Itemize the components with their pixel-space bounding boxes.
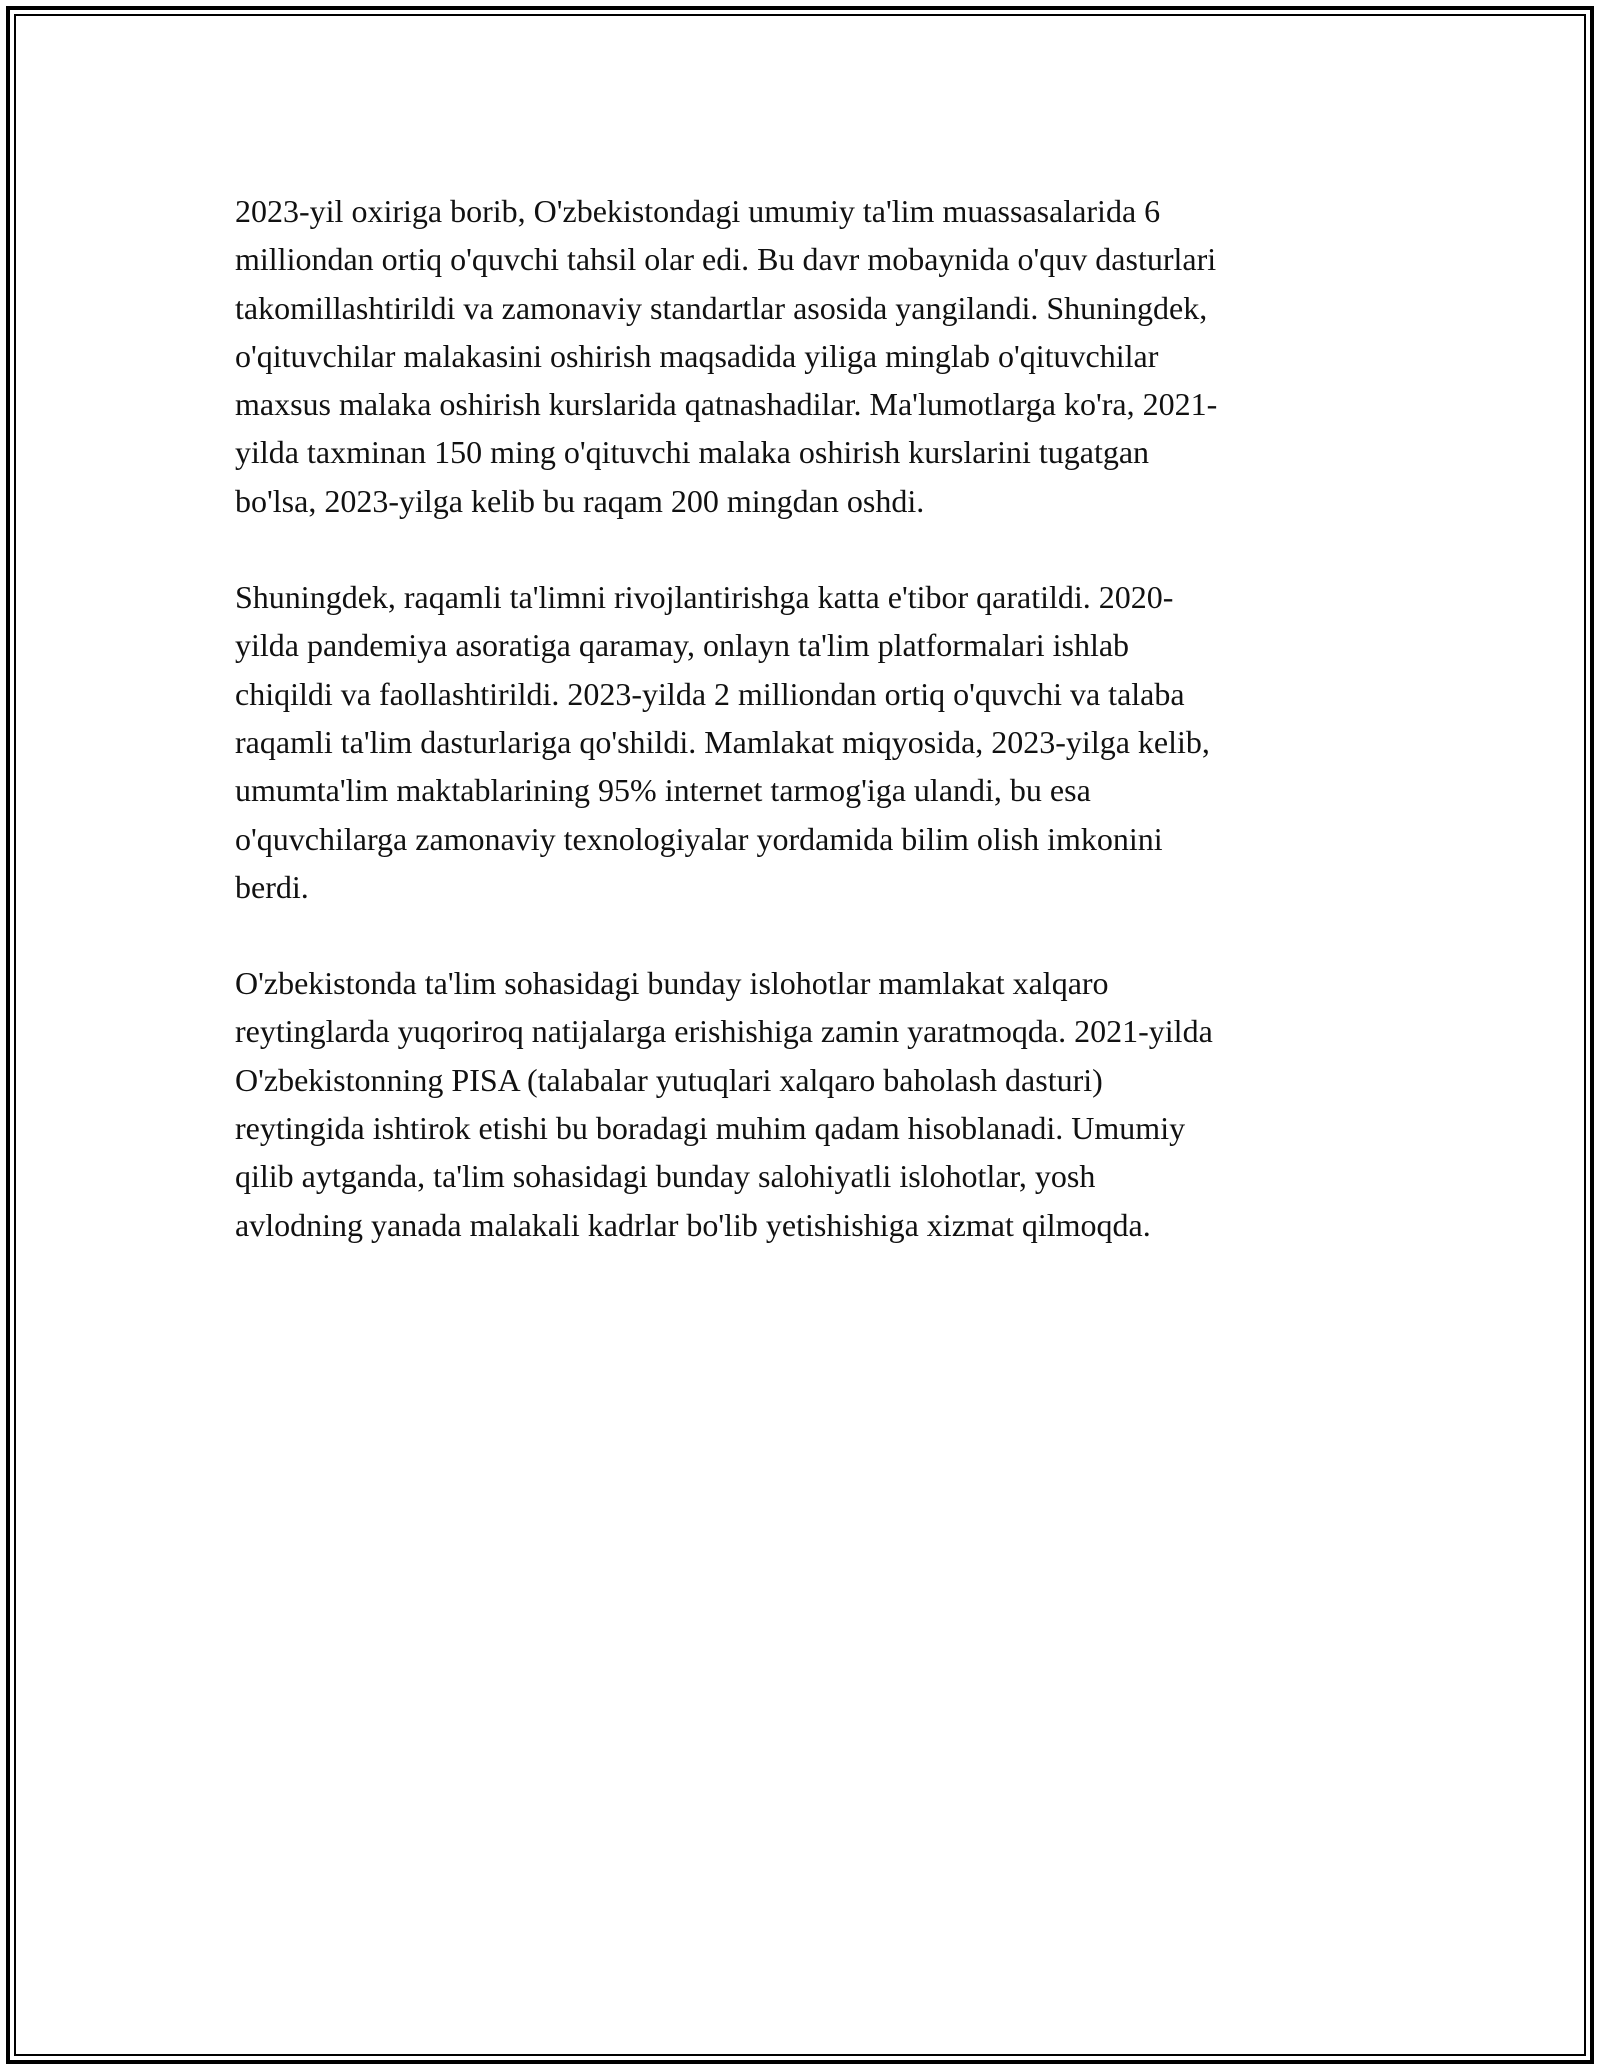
text-line: yilda pandemiya asoratiga qaramay, onlayn ta'lim platformalari ishlab: [235, 627, 1130, 664]
text-line: O'zbekistonda ta'lim sohasidagi bunday islohotlar mamlakat xalqaro: [235, 965, 1109, 1002]
text-line: o'qituvchilar malakasini oshirish maqsadida yiliga minglab o'qituvchilar: [235, 337, 1159, 374]
text-line: takomillashtirildi va zamonaviy standartlar asosida yangilandi. Shuningdek,: [235, 289, 1208, 326]
document-body: [235, 187, 1375, 1297]
paragraph-1: [235, 187, 1375, 525]
paragraph-2: [235, 573, 1375, 911]
text-line: qilib aytganda, ta'lim sohasidagi bunday salohiyatli islohotlar, yosh: [235, 1158, 1096, 1195]
text-line: o'quvchilarga zamonaviy texnologiyalar yordamida bilim olish imkonini: [235, 820, 1163, 857]
text-line: yilda taxminan 150 ming o'qituvchi malaka oshirish kurslarini tugatgan: [235, 434, 1150, 471]
text-line: raqamli ta'lim dasturlariga qo'shildi. Mamlakat miqyosida, 2023-yilga kelib,: [235, 723, 1210, 760]
text-line: berdi.: [235, 868, 309, 905]
text-line: reytinglarda yuqoriroq natijalarga erishishiga zamin yaratmoqda. 2021-yilda: [235, 1013, 1213, 1050]
text-line: 2023-yil oxiriga borib, O'zbekistondagi umumiy ta'lim muassasalarida 6: [235, 193, 1161, 229]
text-line: milliondan ortiq o'quvchi tahsil olar edi. Bu davr mobaynida o'quv dasturlari: [235, 241, 1217, 278]
text-line: avlodning yanada malakali kadrlar bo'lib yetishishiga xizmat qilmoqda.: [235, 1206, 1151, 1243]
text-line: reytingida ishtirok etishi bu boradagi muhim qadam hisoblanadi. Umumiy: [235, 1110, 1186, 1147]
text-line: chiqildi va faollashtirildi. 2023-yilda 2 milliondan ortiq o'quvchi va talaba: [235, 675, 1185, 712]
text-line: O'zbekistonning PISA (talabalar yutuqlari xalqaro baholash dasturi): [235, 1061, 1103, 1098]
text-line: bo'lsa, 2023-yilga kelib bu raqam 200 mingdan oshdi.: [235, 482, 925, 519]
text-line: maxsus malaka oshirish kurslarida qatnashadilar. Ma'lumotlarga ko'ra, 2021-: [235, 386, 1218, 423]
paragraph-3: [235, 959, 1375, 1249]
text-line: umumta'lim maktablarining 95% internet tarmog'iga ulandi, bu esa: [235, 772, 1091, 809]
text-line: Shuningdek, raqamli ta'limni rivojlantirishga katta e'tibor qaratildi. 2020-: [235, 579, 1174, 616]
